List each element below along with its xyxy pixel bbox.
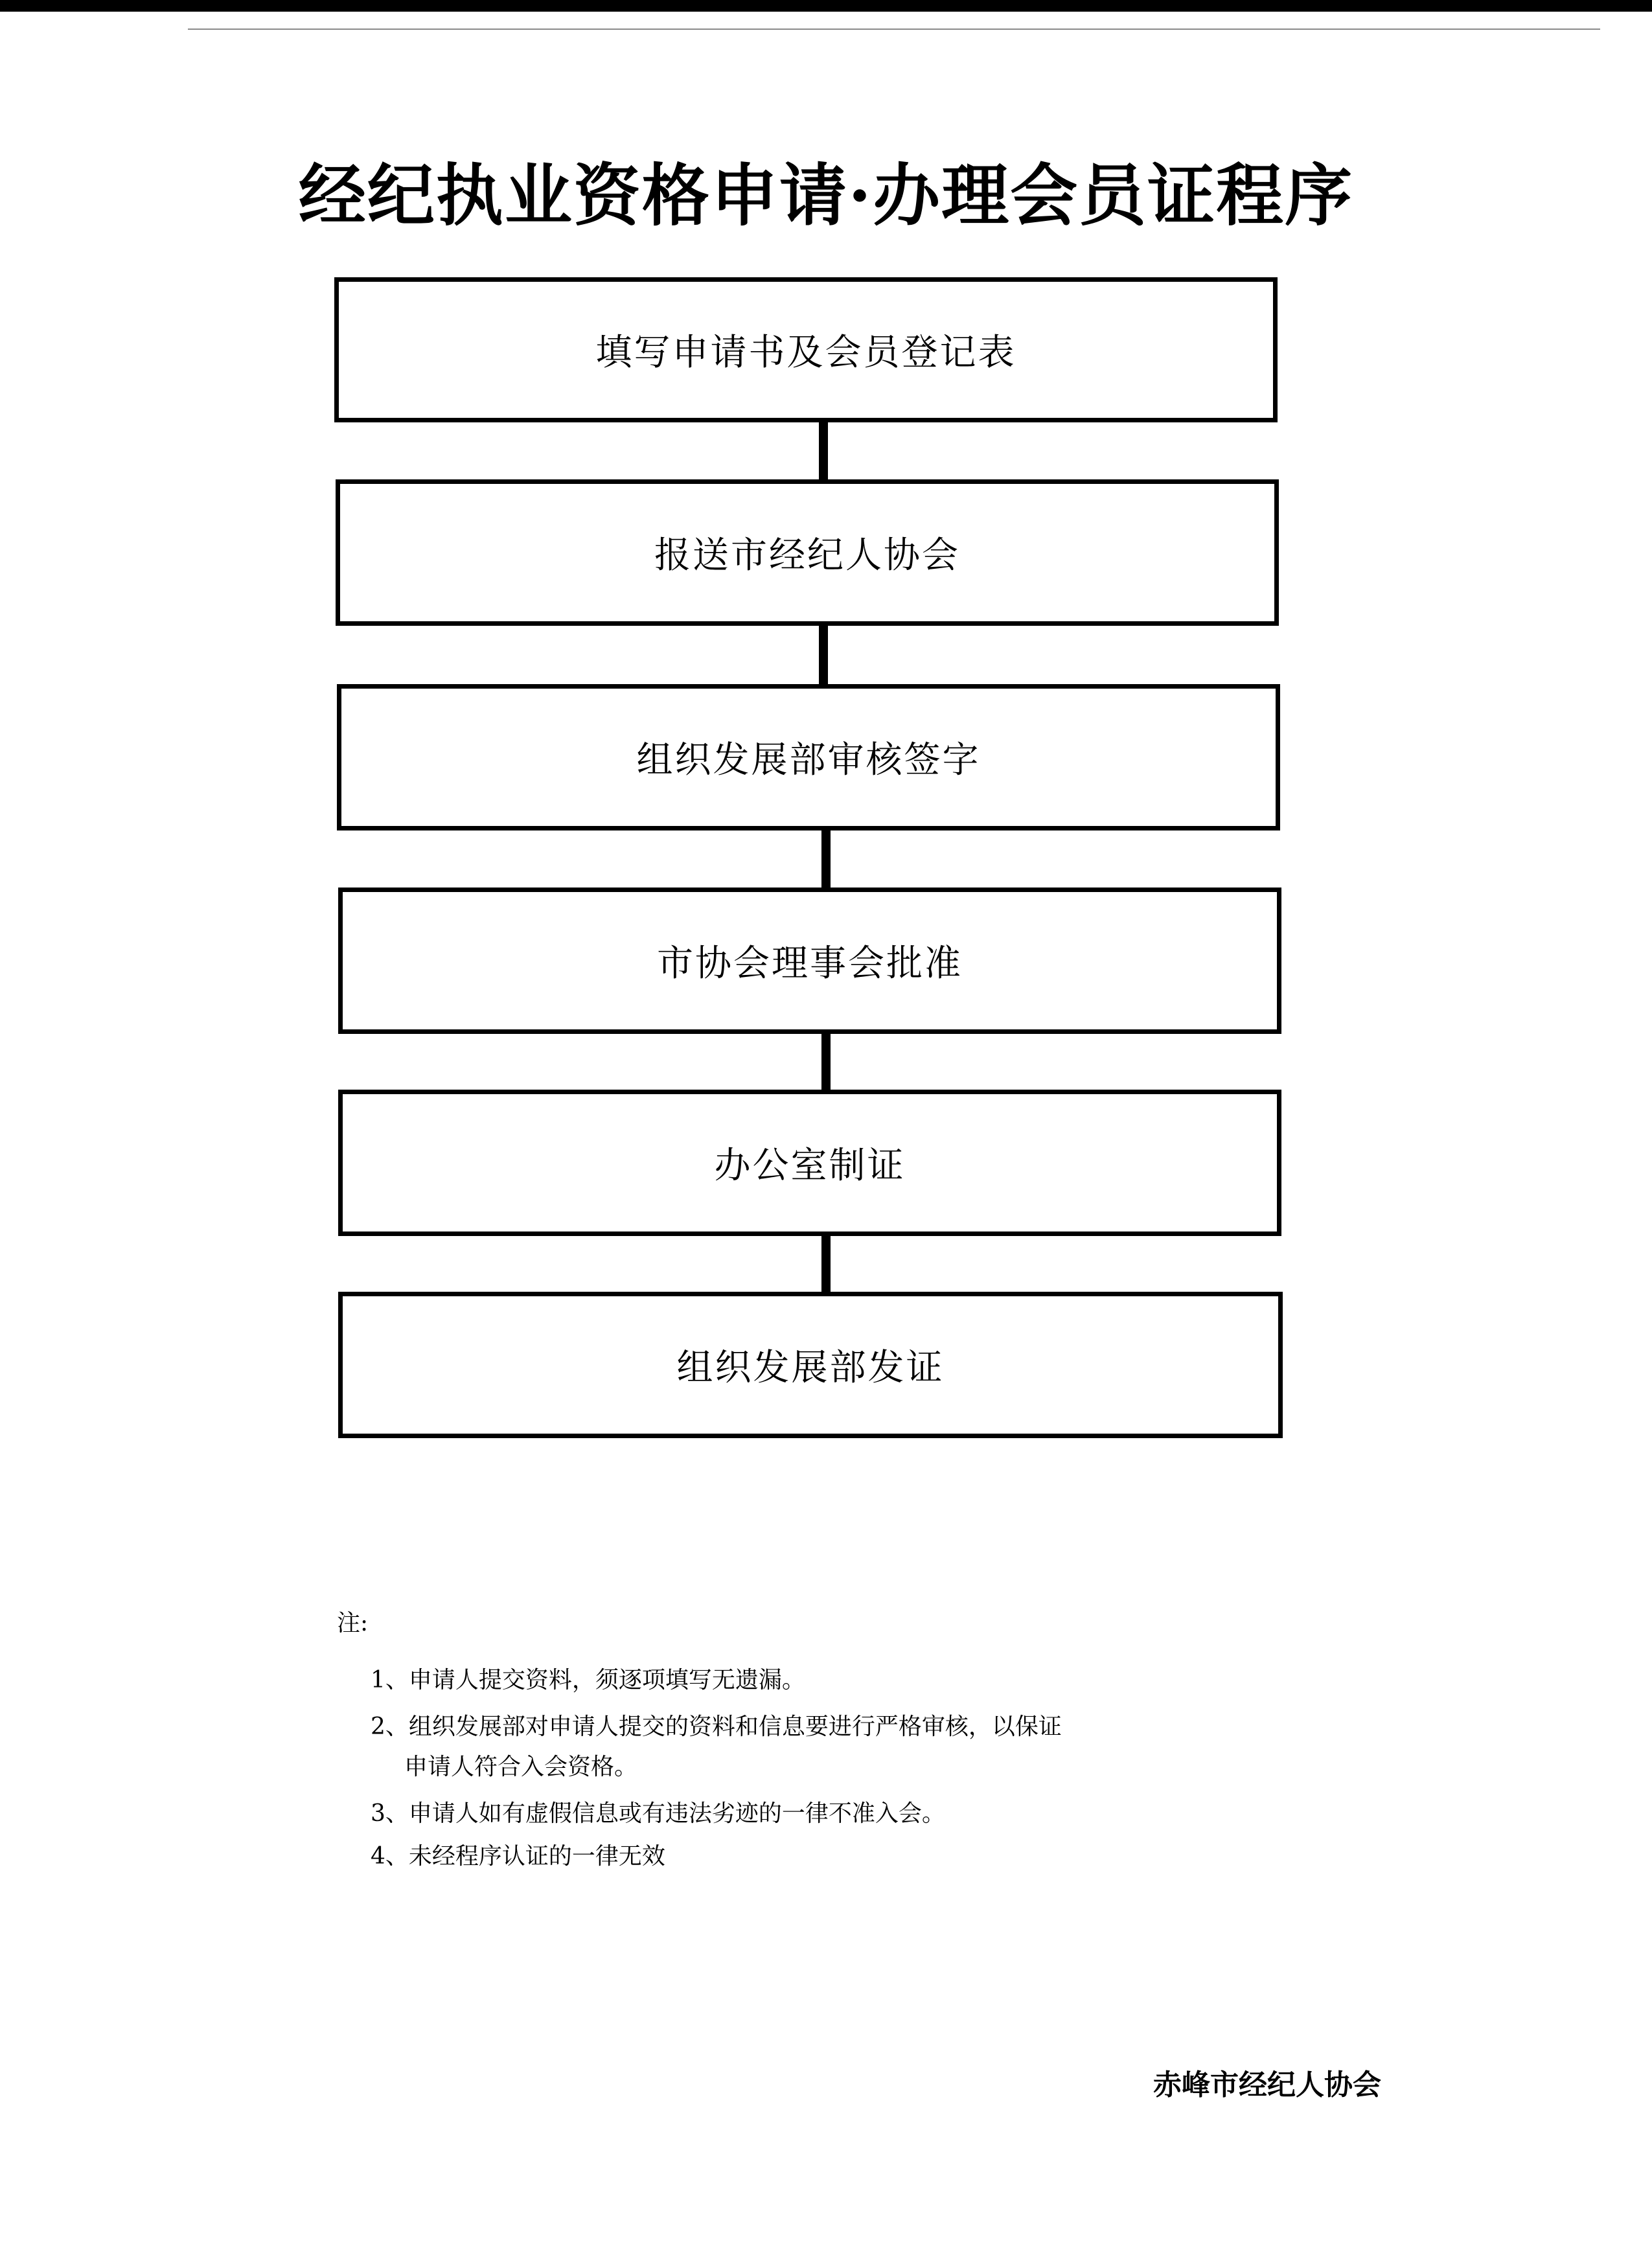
note-item: 3、申请人如有虚假信息或有违法劣迹的一律不准入会。 [371,1800,945,1827]
flow-connector [819,622,828,687]
flow-step-label: 填写申请书及会员登记表 [595,332,1016,374]
flow-step-board-approval [338,888,1281,1034]
flow-step-label: 组织发展部发证 [676,1347,945,1389]
flow-step-review-sign [337,684,1280,830]
flow-step-distribute-certificate [338,1292,1283,1438]
flow-connector [819,418,828,481]
flow-step-label: 市协会理事会批准 [657,943,963,985]
flow-step-label: 组织发展部审核签字 [636,739,981,781]
notes-heading: 注: [337,1610,369,1636]
flow-step-office-issue [338,1090,1281,1236]
note-item: 2、组织发展部对申请人提交的资料和信息要进行严格审核，以保证 [371,1713,1062,1740]
note-item-continuation: 申请人符合入会资格。 [404,1754,638,1780]
note-item: 1、申请人提交资料，须逐项填写无遗漏。 [371,1667,805,1693]
flow-connector [821,1030,831,1092]
flow-step-fill-application [334,277,1278,422]
flow-step-submit-association [336,479,1279,626]
flow-step-label: 报送市经纪人协会 [654,534,960,577]
flow-connector [821,1233,831,1295]
issuing-organization: 赤峰市经纪人协会 [1153,2068,1381,2102]
flow-connector [821,827,831,891]
page-title: 经纪执业资格申请·办理会员证程序 [298,155,1354,235]
flow-step-label: 办公室制证 [714,1145,906,1187]
note-item: 4、未经程序认证的一律无效 [371,1843,665,1870]
